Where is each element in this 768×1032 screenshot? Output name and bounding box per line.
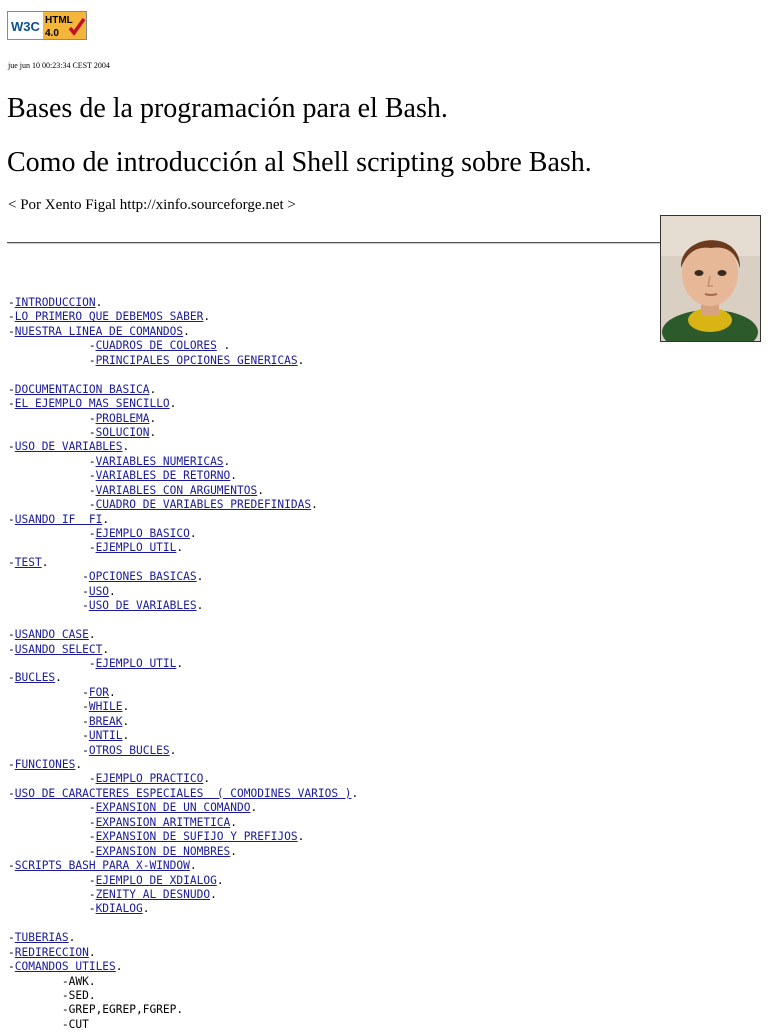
toc-bullet: - xyxy=(8,584,89,598)
toc-suffix: . xyxy=(102,512,110,526)
toc-bullet: - xyxy=(8,599,89,613)
toc-link[interactable]: EXPANSION DE NOMBRES xyxy=(95,844,231,858)
toc-item xyxy=(8,455,358,469)
toc-item xyxy=(8,874,358,888)
toc-bullet: - xyxy=(8,541,96,555)
toc-link[interactable]: USO DE VARIABLES xyxy=(14,440,123,454)
toc-item xyxy=(8,426,358,440)
toc-spacer xyxy=(8,368,358,382)
toc-item xyxy=(8,946,358,960)
toc-item xyxy=(8,758,358,772)
toc-item xyxy=(8,325,358,339)
toc-suffix: . xyxy=(88,989,96,1002)
toc-link[interactable]: KDIALOG xyxy=(95,902,143,916)
toc-item xyxy=(8,440,358,454)
toc-bullet: - xyxy=(8,425,96,439)
toc-item xyxy=(8,556,358,570)
toc-bullet: - xyxy=(8,324,15,338)
toc-item xyxy=(8,1018,358,1032)
toc-item xyxy=(8,715,358,729)
toc-link[interactable]: USANDO IF FI xyxy=(14,512,103,526)
toc-link[interactable]: CUADROS DE COLORES xyxy=(95,339,217,353)
toc-link[interactable]: EXPANSION ARITMETICA xyxy=(95,815,231,829)
toc-bullet: - xyxy=(8,339,96,353)
toc-suffix: . xyxy=(230,815,238,829)
toc-item xyxy=(8,931,358,945)
toc-link[interactable]: DOCUMENTACION BASICA xyxy=(14,382,150,396)
toc-link[interactable]: UNTIL xyxy=(88,729,123,743)
toc-bullet: - xyxy=(8,382,15,396)
toc-item xyxy=(8,469,358,483)
toc-item xyxy=(8,845,358,859)
toc-link[interactable]: COMANDOS UTILES xyxy=(14,960,116,974)
toc-bullet: - xyxy=(8,859,15,873)
toc-bullet: - xyxy=(8,786,15,800)
toc-item xyxy=(8,339,358,353)
author-text: < Por Xento Figal http://xinfo.sourceforge.net > xyxy=(8,197,296,213)
version-label: 4.0 xyxy=(45,28,59,39)
toc-link[interactable]: VARIABLES NUMERICAS xyxy=(95,454,224,468)
child-portrait-image xyxy=(661,216,760,341)
toc-bullet: - xyxy=(8,469,96,483)
toc-link[interactable]: USO xyxy=(88,584,110,598)
timestamp: jue jun 10 00:23:34 CEST 2004 xyxy=(8,61,110,70)
table-of-contents xyxy=(8,296,358,1032)
page-subtitle: Como de introducción al Shell scripting sobre Bash. xyxy=(7,147,592,178)
toc-item xyxy=(8,412,358,426)
toc-link[interactable]: SOLUCION xyxy=(95,425,150,439)
toc-text: AWK xyxy=(68,974,89,988)
toc-link[interactable]: REDIRECCION xyxy=(14,945,89,959)
w3c-html40-badge[interactable] xyxy=(7,11,87,40)
toc-bullet: - xyxy=(8,527,96,540)
toc-suffix: . xyxy=(41,555,49,569)
toc-item xyxy=(8,830,358,844)
toc-bullet: - xyxy=(8,974,69,988)
toc-bullet: - xyxy=(8,671,15,685)
toc-item xyxy=(8,859,358,873)
toc-link[interactable]: OTROS BUCLES xyxy=(88,743,170,757)
toc-item xyxy=(8,570,358,584)
toc-link[interactable]: VARIABLES CON ARGUMENTOS xyxy=(95,483,258,497)
toc-link[interactable]: WHILE xyxy=(88,700,123,714)
toc-link[interactable]: USANDO SELECT xyxy=(14,642,103,656)
toc-link[interactable]: EJEMPLO UTIL xyxy=(95,656,177,670)
toc-link[interactable]: EXPANSION DE SUFIJO Y PREFIJOS xyxy=(95,830,298,844)
toc-link[interactable]: OPCIONES BASICAS xyxy=(88,570,197,584)
toc-bullet: - xyxy=(8,801,96,815)
toc-bullet: - xyxy=(8,454,96,468)
toc-suffix: . xyxy=(216,873,224,887)
toc-suffix: . xyxy=(176,541,184,555)
toc-item xyxy=(8,354,358,368)
toc-suffix: . xyxy=(257,483,264,497)
toc-item xyxy=(8,527,358,541)
toc-suffix: . xyxy=(169,743,177,757)
toc-suffix: . xyxy=(250,801,258,815)
toc-suffix: . xyxy=(109,584,116,598)
toc-bullet: - xyxy=(8,758,15,771)
toc-link[interactable]: USO DE VARIABLES xyxy=(88,599,197,613)
toc-link[interactable]: EJEMPLO UTIL xyxy=(95,541,177,555)
toc-item xyxy=(8,397,358,411)
toc-item xyxy=(8,513,358,527)
toc-item xyxy=(8,599,358,613)
toc-bullet: - xyxy=(8,887,96,901)
toc-item xyxy=(8,787,358,801)
toc-bullet: - xyxy=(8,642,15,656)
toc-bullet: - xyxy=(8,815,96,829)
toc-bullet: - xyxy=(8,555,15,569)
toc-suffix: . xyxy=(122,729,130,743)
toc-item xyxy=(8,888,358,902)
w3c-logo-text: W3C xyxy=(11,19,40,34)
toc-link[interactable]: EL EJEMPLO MAS SENCILLO xyxy=(14,397,170,411)
toc-bullet: - xyxy=(8,700,89,714)
toc-bullet: - xyxy=(8,570,89,584)
toc-link[interactable]: USANDO CASE xyxy=(14,628,89,642)
toc-suffix: . xyxy=(75,758,83,771)
toc-text: SED xyxy=(68,989,89,1002)
toc-bullet: - xyxy=(8,1003,69,1017)
toc-link[interactable]: TUBERIAS xyxy=(14,931,69,945)
toc-item xyxy=(8,772,358,786)
toc-item xyxy=(8,700,358,714)
toc-bullet: - xyxy=(8,310,15,324)
toc-bullet: - xyxy=(8,397,15,411)
toc-suffix: . xyxy=(183,324,190,338)
toc-link[interactable]: EJEMPLO DE XDIALOG xyxy=(95,873,217,887)
toc-spacer xyxy=(8,614,358,628)
toc-suffix: . xyxy=(149,425,157,439)
toc-bullet: - xyxy=(8,296,15,309)
toc-suffix: . xyxy=(203,310,211,324)
toc-suffix: . xyxy=(311,498,318,512)
toc-item xyxy=(8,816,358,830)
author-line xyxy=(8,197,296,214)
toc-suffix: . xyxy=(55,671,62,685)
toc-link[interactable]: ZENITY AL DESNUDO xyxy=(95,887,211,901)
toc-suffix: . xyxy=(203,772,211,786)
toc-bullet: - xyxy=(8,411,96,425)
toc-text: GREP,EGREP,FGREP xyxy=(68,1003,177,1017)
toc-bullet: - xyxy=(8,772,96,786)
toc-item xyxy=(8,657,358,671)
toc-bullet: - xyxy=(8,902,96,916)
toc-bullet: - xyxy=(8,628,15,642)
toc-link[interactable]: PRINCIPALES OPCIONES GENERICAS xyxy=(95,353,298,367)
html-label: HTML xyxy=(45,15,73,26)
toc-suffix: . xyxy=(109,685,116,699)
toc-link[interactable]: FOR xyxy=(88,685,110,699)
w3c-badge-icon xyxy=(7,11,87,40)
toc-item xyxy=(8,585,358,599)
toc-suffix: . xyxy=(230,844,238,858)
toc-item xyxy=(8,801,358,815)
toc-item xyxy=(8,541,358,555)
toc-bullet: - xyxy=(8,931,15,945)
toc-suffix: . xyxy=(149,411,157,425)
toc-suffix: . xyxy=(149,382,157,396)
toc-suffix: . xyxy=(196,570,204,584)
toc-suffix: . xyxy=(169,397,177,411)
toc-link[interactable]: SCRIPTS BASH PARA X-WINDOW xyxy=(14,859,190,873)
toc-suffix: . xyxy=(122,440,130,454)
toc-bullet: - xyxy=(8,353,96,367)
toc-link[interactable]: USO DE CARACTERES ESPECIALES ( COMODINES VARIOS ) xyxy=(14,786,352,800)
toc-bullet: - xyxy=(8,989,69,1002)
toc-suffix: . xyxy=(223,454,231,468)
toc-link[interactable]: EXPANSION DE UN COMANDO xyxy=(95,801,251,815)
toc-bullet: - xyxy=(8,844,96,858)
toc-item xyxy=(8,902,358,916)
toc-suffix: . xyxy=(297,830,305,844)
toc-suffix: . xyxy=(88,974,96,988)
toc-text: CUT xyxy=(68,1017,89,1031)
author-photo xyxy=(660,215,761,342)
toc-link[interactable]: EJEMPLO PRACTICO xyxy=(95,772,204,786)
toc-bullet: - xyxy=(8,498,96,512)
toc-bullet: - xyxy=(8,729,89,743)
toc-link[interactable]: CUADRO DE VARIABLES PREDEFINIDAS xyxy=(95,498,312,512)
toc-suffix: . xyxy=(189,859,197,873)
toc-item xyxy=(8,498,358,512)
toc-item xyxy=(8,960,358,974)
toc-bullet: - xyxy=(8,512,15,526)
toc-item xyxy=(8,484,358,498)
toc-item xyxy=(8,296,358,310)
toc-bullet: - xyxy=(8,440,15,454)
toc-item xyxy=(8,1003,358,1017)
toc-suffix: . xyxy=(189,527,197,540)
toc-link[interactable]: TEST xyxy=(14,555,42,569)
toc-suffix: . xyxy=(68,931,76,945)
toc-bullet: - xyxy=(8,714,89,728)
toc-item xyxy=(8,628,358,642)
toc-suffix: . xyxy=(88,628,96,642)
toc-item xyxy=(8,975,358,989)
toc-suffix: . xyxy=(176,656,184,670)
toc-link[interactable]: LO PRIMERO QUE DEBEMOS SABER xyxy=(14,310,204,324)
toc-bullet: - xyxy=(8,830,96,844)
toc-bullet: - xyxy=(8,743,89,757)
toc-suffix: . xyxy=(216,339,231,353)
toc-suffix: . xyxy=(115,960,123,974)
toc-item xyxy=(8,383,358,397)
toc-bullet: - xyxy=(8,656,96,670)
toc-suffix: . xyxy=(230,469,238,483)
toc-bullet: - xyxy=(8,685,89,699)
toc-suffix: . xyxy=(196,599,204,613)
toc-bullet: - xyxy=(8,483,96,497)
toc-link[interactable]: PROBLEMA xyxy=(95,411,150,425)
page-title: Bases de la programación para el Bash. xyxy=(7,93,448,124)
toc-item xyxy=(8,989,358,1003)
toc-suffix: . xyxy=(210,887,217,901)
toc-item xyxy=(8,643,358,657)
toc-link[interactable]: INTRODUCCION xyxy=(14,296,96,309)
toc-suffix: . xyxy=(176,1003,184,1017)
toc-suffix: . xyxy=(88,945,96,959)
toc-suffix: . xyxy=(351,786,359,800)
toc-bullet: - xyxy=(8,873,96,887)
toc-bullet: - xyxy=(8,1017,69,1031)
toc-suffix: . xyxy=(102,642,110,656)
toc-bullet: - xyxy=(8,945,15,959)
toc-item xyxy=(8,671,358,685)
toc-bullet: - xyxy=(8,960,15,974)
toc-item xyxy=(8,310,358,324)
toc-link[interactable]: FUNCIONES xyxy=(14,758,76,771)
horizontal-rule xyxy=(7,242,667,244)
toc-link[interactable]: EJEMPLO BASICO xyxy=(95,527,190,540)
toc-link[interactable]: NUESTRA LINEA DE COMANDOS xyxy=(14,324,184,338)
toc-suffix: . xyxy=(95,296,103,309)
toc-item xyxy=(8,729,358,743)
toc-link[interactable]: VARIABLES DE RETORNO xyxy=(95,469,231,483)
toc-suffix: . xyxy=(122,714,130,728)
toc-link[interactable]: BUCLES xyxy=(14,671,56,685)
toc-link[interactable]: BREAK xyxy=(88,714,123,728)
toc-suffix: . xyxy=(122,700,130,714)
toc-suffix: . xyxy=(297,353,305,367)
toc-item xyxy=(8,744,358,758)
toc-item xyxy=(8,686,358,700)
toc-suffix: . xyxy=(142,902,150,916)
toc-spacer xyxy=(8,917,358,931)
